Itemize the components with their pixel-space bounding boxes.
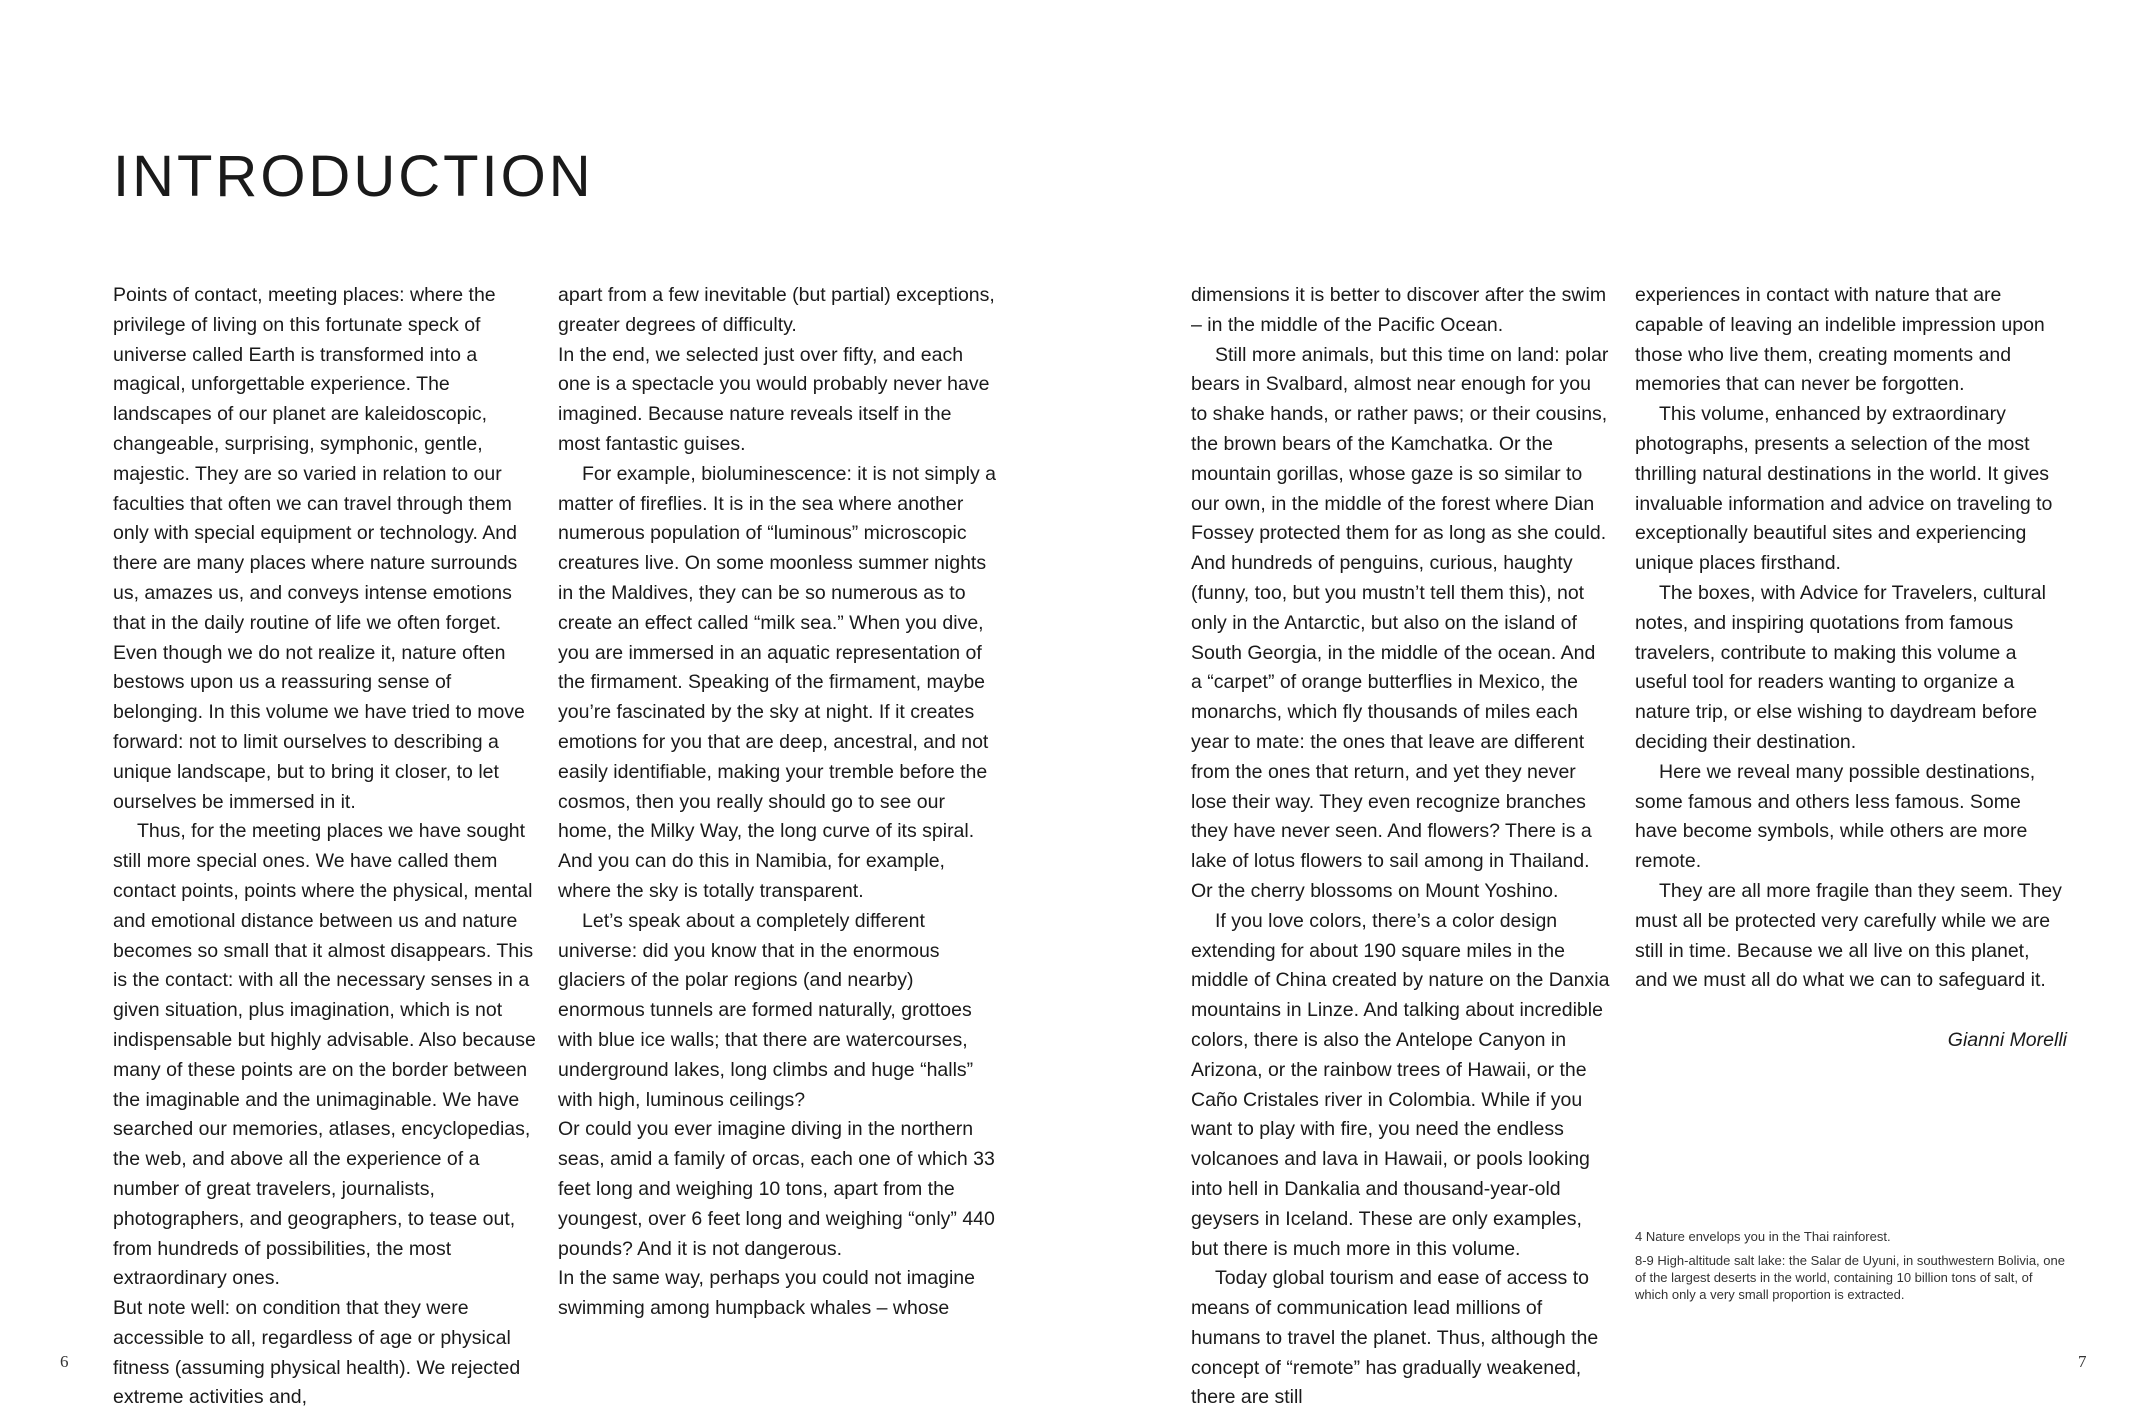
photo-captions (1635, 1228, 2067, 1310)
paragraph: Let’s speak about a completely different universe: did you know that in the enormous glaciers of the polar regions (and nearby) enormous tunnels are formed naturally, grottoes with blue ice walls; that there are watercourses, underground lakes, long climbs and huge “halls” with high, luminous ceilings? (558, 909, 974, 1111)
author-signature: Gianni Morelli (1947, 1029, 2067, 1052)
paragraph: apart from a few inevitable (but partial) exceptions, greater degrees of difficulty. (558, 284, 995, 336)
paragraph: Still more animals, but this time on land: polar bears in Svalbard, almost near enough for you to shake hands, or rather paws; or their cousins, the brown bears of the Kamchatka. Or the mountain gorillas, whose gaze is so similar to our own, in the middle of the forest where Dian Fossey protected them for as long as she could. And hundreds of penguins, curious, haughty (funny, too, but you mustn’t tell them this), not only in the Antarctic, but also on the island of South Georgia, in the middle of the ocean. And a “carpet” of orange butterflies in Mexico, the monarchs, which fly thousands of miles each year to mate: the ones that leave are different from the ones that return, and yet they never lose their way. They even recognize branches they have never seen. And flowers? There is a lake of lotus flowers to sail among in Thailand. Or the cherry blossoms on Mount Yoshino. (1191, 343, 1609, 902)
text-column-4 (1635, 281, 2067, 1056)
page-number-left: 6 (60, 1352, 69, 1371)
caption: 4 Nature envelops you in the Thai rainforest. (1635, 1229, 1891, 1244)
paragraph: For example, bioluminescence: it is not simply a matter of fireflies. It is in the sea where another numerous population of “luminous” microscopic creatures live. On some moonless summer nights in the Maldives, they can be so numerous as to create an effect called “milk sea.” When you dive, you are immersed in an aquatic representation of the firmament. Speaking of the firmament, maybe you’re fascinated by the sky at night. If it creates emotions for you that are deep, ancestral, and not easily identifiable, making your tremble before the cosmos, then you really should go to see our home, the Milky Way, the long curve of its spiral. And you can do this in Namibia, for example, where the sky is totally transparent. (558, 462, 997, 902)
paragraph: This volume, enhanced by extraordinary photographs, presents a selection of the most thrilling natural destinations in the world. It gives invaluable information and advice on traveling to exceptionally beautiful sites and experiencing unique places firsthand. (1635, 403, 2053, 575)
paragraph: In the same way, perhaps you could not imagine swimming among humpback whales – whose (558, 1267, 975, 1320)
paragraph: Thus, for the meeting places we have sought still more special ones. We have called them contact points, points where the physical, mental and emotional distance between us and nature becomes so small that it almost disappears. This is the contact: with all the necessary senses in a given situation, plus imagination, which is not indispensable but highly advisable. Also because many of these points are on the border between the imaginable and the unimaginable. We have searched our memories, atlases, encyclopedias, the web, and above all the experience of a number of great travelers, journalists, photographers, and geographers, to tease out, from hundreds of possibilities, the most extraordinary ones. (113, 820, 536, 1290)
paragraph: Here we reveal many possible destinations, some famous and others less famous. Some have become symbols, while others are more remote. (1635, 760, 2036, 873)
text-column-2 (558, 281, 998, 1324)
paragraph: But note well: on condition that they were accessible to all, regardless of age or physical fitness (assuming physical health). We rejected extreme activities and, (113, 1297, 521, 1409)
page-number-right: 7 (2078, 1352, 2087, 1371)
paragraph: If you love colors, there’s a color design extending for about 190 square miles in the middle of China created by nature on the Danxia mountains in Linze. And talking about incredible colors, there is also the Antelope Canyon in Arizona, or the rainbow trees of Hawaii, or the Caño Cristales river in Colombia. While if you want to play with fire, you need the endless volcanoes and lava in Hawaii, or pools looking into hell in Dankalia and thousand-year-old geysers in Iceland. These are only examples, but there is much more in this volume. (1191, 909, 1610, 1260)
paragraph: Today global tourism and ease of access to means of communication lead millions of humans to travel the planet. Thus, although the concept of “remote” has gradually weakened, there are still (1191, 1267, 1599, 1409)
paragraph: Or could you ever imagine diving in the northern seas, amid a family of orcas, each one of which 33 feet long and weighing 10 tons, apart from the youngest, over 6 feet long and weighing “only” 440 pounds? And it is not dangerous. (558, 1118, 995, 1260)
paragraph: experiences in contact with nature that are capable of leaving an indelible impression upon those who live them, creating moments and memories that can never be forgotten. (1635, 284, 2045, 396)
paragraph: In the end, we selected just over fifty, and each one is a spectacle you would probably never have imagined. Because nature reveals itself in the most fantastic guises. (558, 343, 990, 455)
text-column-1 (113, 281, 545, 1413)
caption: 8-9 High-altitude salt lake: the Salar de Uyuni, in southwestern Bolivia, one of the largest deserts in the world, containing 10 billion tons of salt, of which only a very small proportion is extracted. (1635, 1253, 2065, 1302)
paragraph: Points of contact, meeting places: where the privilege of living on this fortunate speck of universe called Earth is transformed into a magical, unforgettable experience. The landscapes of our planet are kaleidoscopic, changeable, surprising, symphonic, gentle, majestic. They are so varied in relation to our faculties that often we can travel through them only with special equipment or technology. And there are many places where nature surrounds us, amazes us, and conveys intense emotions that in the daily routine of life we often forget. Even though we do not realize it, nature often bestows upon us a reassuring sense of belonging. In this volume we have tried to move forward: not to limit ourselves to describing a unique landscape, but to bring it closer, to let ourselves be immersed in it. (113, 284, 525, 813)
text-column-3 (1191, 281, 1611, 1413)
paragraph: The boxes, with Advice for Travelers, cultural notes, and inspiring quotations from famous travelers, contribute to making this volume a useful tool for readers wanting to organize a nature trip, or else wishing to daydream before deciding their destination. (1635, 581, 2046, 753)
paragraph: They are all more fragile than they seem. They must all be protected very carefully while we are still in time. Because we all live on this planet, and we must all do what we can to safeguard it. (1635, 879, 2062, 992)
page-title: INTRODUCTION (113, 144, 594, 209)
paragraph: dimensions it is better to discover after the swim – in the middle of the Pacific Ocean. (1191, 284, 1607, 336)
